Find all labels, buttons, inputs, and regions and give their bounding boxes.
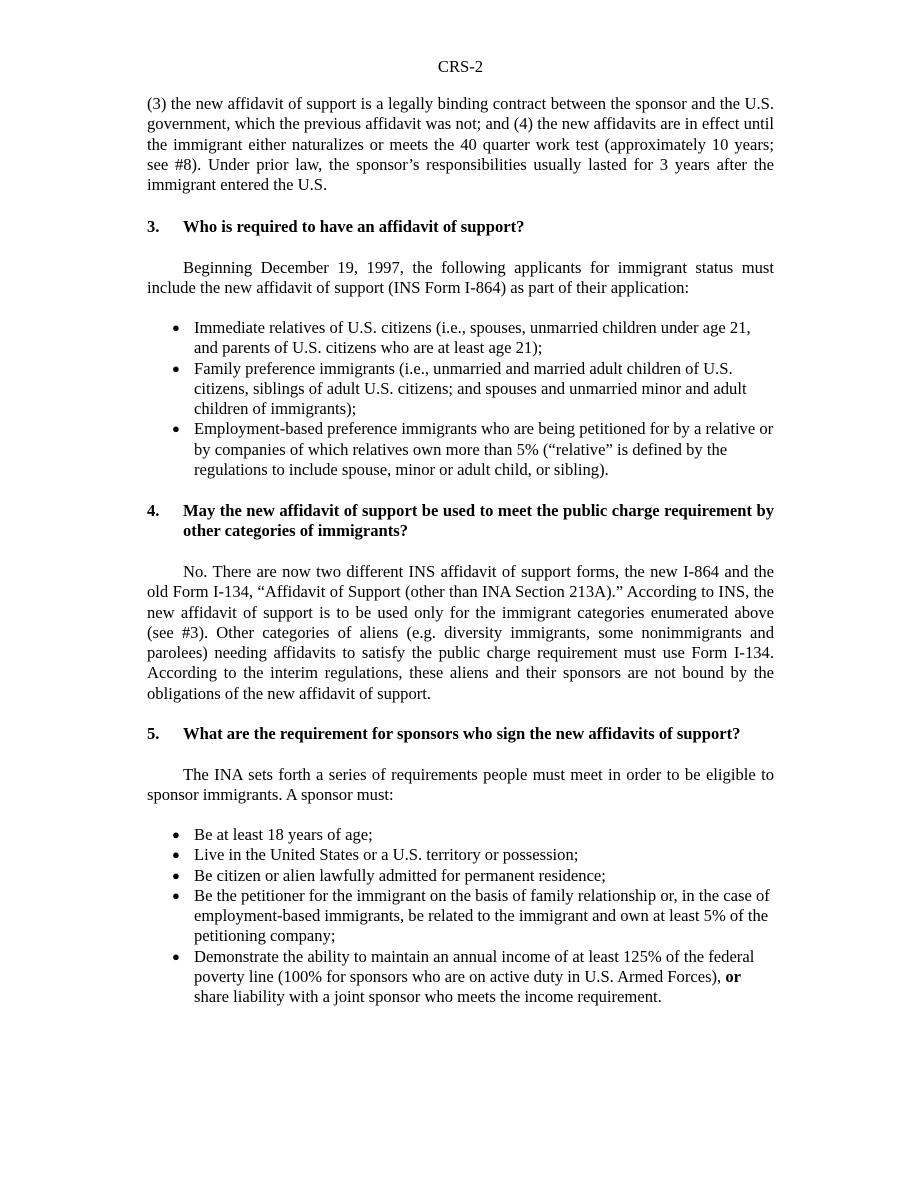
question-3-bullet-list (147, 318, 774, 480)
question-text: Who is required to have an affidavit of support? (183, 217, 525, 236)
list-item (147, 866, 774, 886)
question-4-answer: No. There are now two different INS affidavit of support forms, the new I-864 and the old Form I-134, “Affidavit of Support (other than INA Section 213A).” According to INS, the new affidavit of support is to be used only for the immigrant categories enumerated above (see #3). Other categories of aliens (e.g. diversity immigrants, some nonimmigrants and parolees) needing affidavits to satisfy the public charge requirement must use Form I-134. According to the interim regulations, these aliens and their sponsors are not bound by the obligations of the new affidavit of support. (147, 562, 774, 703)
question-3-heading (147, 217, 774, 237)
list-item-text: Be the petitioner for the immigrant on the basis of family relationship or, in the case of employment-based immigrants, be related to the immigrant and own at least 5% of the petitioning company; (194, 885, 770, 946)
list-item (147, 947, 774, 1008)
question-text: What are the requirement for sponsors who sign the new affidavits of support? (183, 724, 741, 743)
question-number: 5. (147, 724, 160, 743)
bullet-icon: ● (172, 421, 180, 437)
question-text: May the new affidavit of support be used to meet the public charge requirement by other categories of immigrants? (183, 501, 774, 541)
bullet-icon: ● (172, 360, 180, 376)
list-item (147, 886, 774, 947)
list-item (147, 419, 774, 480)
list-item-text: Be citizen or alien lawfully admitted for permanent residence; (194, 865, 606, 885)
bullet-icon: ● (172, 887, 180, 903)
question-number: 4. (147, 501, 160, 520)
bullet-icon: ● (172, 867, 180, 883)
list-item-text: Employment-based preference immigrants who are being petitioned for by a relative or by companies of which relatives own more than 5% (“relative” is defined by the regulations to include spouse, minor or adult child, or sibling). (194, 419, 774, 480)
list-item (147, 359, 774, 420)
question-5-heading (147, 724, 774, 744)
list-item-text-part: share liability with a joint sponsor who meets the income requirement. (194, 987, 662, 1007)
question-number: 3. (147, 217, 160, 236)
list-item-text-part: Demonstrate the ability to maintain an annual income of at least 125% of the federal poverty line (100% for sponsors who are on active duty in U.S. Armed Forces), (194, 946, 755, 987)
question-5-answer: The INA sets forth a series of requirements people must meet in order to be eligible to sponsor immigrants. A sponsor must: (147, 765, 774, 805)
list-item-text (194, 947, 774, 1008)
bullet-icon: ● (172, 827, 180, 842)
bullet-icon: ● (172, 948, 180, 964)
page-header: CRS-2 (437, 57, 484, 76)
question-3-answer: Beginning December 19, 1997, the following applicants for immigrant status must include the new affidavit of support (INS Form I-864) as part of their application: (147, 258, 774, 298)
list-item-text: Be at least 18 years of age; (194, 825, 373, 844)
bullet-icon: ● (172, 320, 180, 335)
intro-paragraph: (3) the new affidavit of support is a legally binding contract between the sponsor and the U.S. government, which the previous affidavit was not; and (4) the new affidavits are in effect until the immigrant either naturalizes or meets the 40 quarter work test (approximately 10 years; see #8). Under prior law, the sponsor’s responsibilities usually lasted for 3 years after the immigrant entered the U.S. (147, 94, 774, 195)
list-item-text: Immediate relatives of U.S. citizens (i.e., spouses, unmarried children under age 21, and parents of U.S. citizens who are at least age 21); (194, 318, 751, 358)
bullet-icon: ● (172, 847, 180, 863)
list-item (147, 845, 774, 865)
list-item-text: Live in the United States or a U.S. territory or possession; (194, 845, 579, 865)
list-item (147, 318, 774, 359)
emphasis-or: or (725, 967, 742, 987)
question-4-heading (147, 501, 774, 542)
question-5-bullet-list (147, 825, 774, 1008)
list-item-text: Family preference immigrants (i.e., unmarried and married adult children of U.S. citizens, siblings of adult U.S. citizens; and spouses and unmarried minor and adult children of immigrants); (194, 358, 747, 419)
list-item (147, 825, 774, 845)
